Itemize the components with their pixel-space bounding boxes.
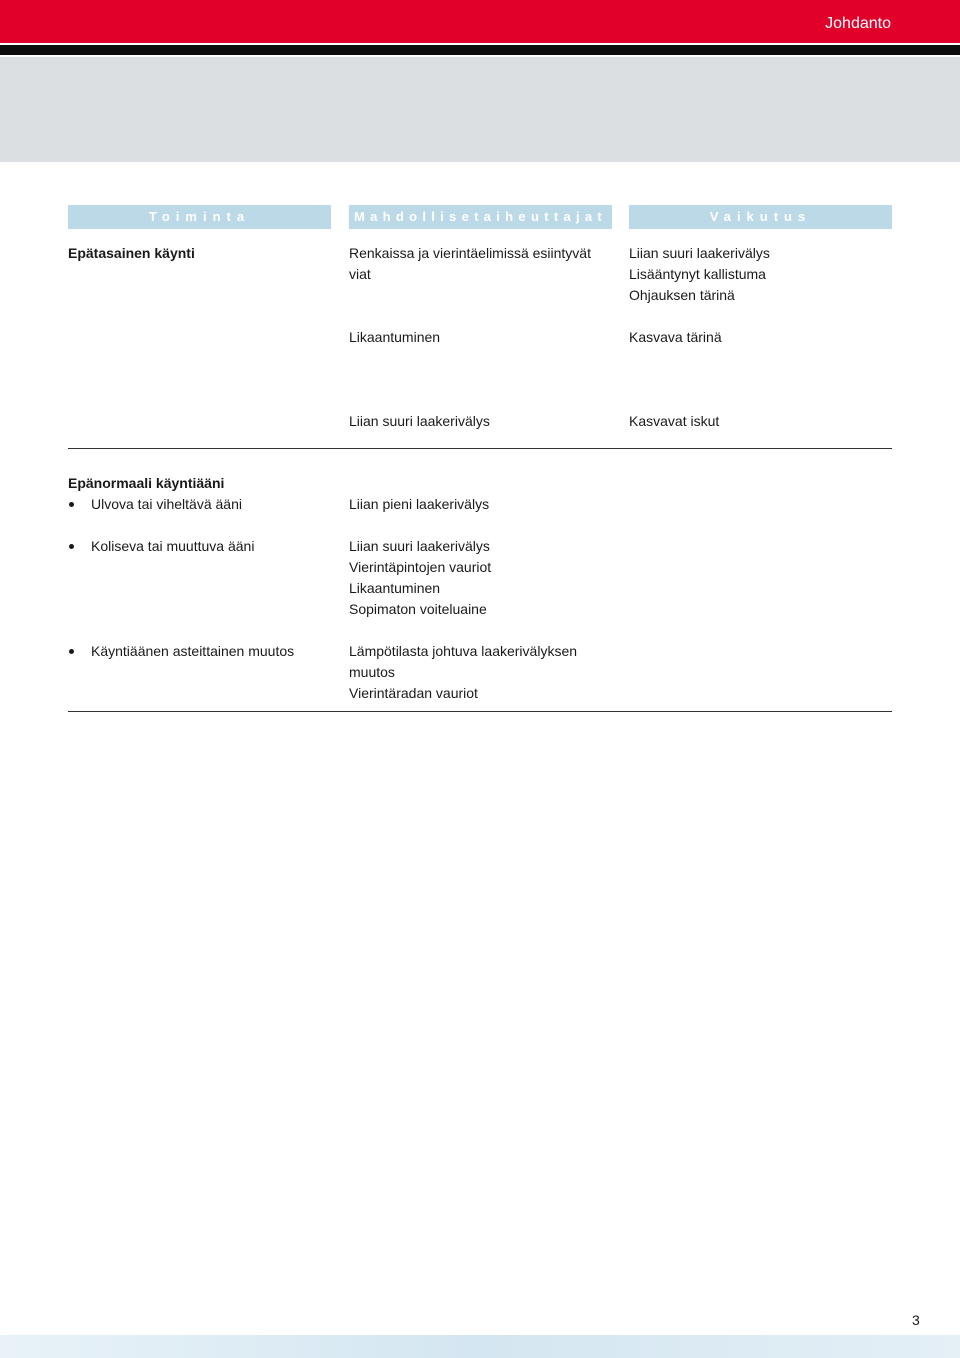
bullet-item <box>68 536 328 557</box>
cause-line: Lämpötilasta johtuva laakerivälyksen <box>349 643 578 659</box>
bullet-dot-icon <box>69 502 74 507</box>
row-divider <box>68 711 892 712</box>
bullet-label: Käyntiäänen asteittainen muutos <box>91 643 295 659</box>
cause-line: Vierintäradan vauriot <box>349 685 478 701</box>
bullet-label: Koliseva tai muuttuva ääni <box>91 538 255 554</box>
header-black-rule <box>0 45 960 55</box>
bullet-label: Ulvova tai viheltävä ääni <box>91 496 242 512</box>
bullet-dot-icon <box>69 544 74 549</box>
column-header-toiminta: Toiminta <box>68 205 331 229</box>
cause-line: Vierintäpintojen vauriot <box>349 559 492 575</box>
section-title: Johdanto <box>825 15 891 32</box>
row1-effect3: Kasvavat iskut <box>629 413 720 429</box>
column-header-aiheuttajat: Mahdollisetaiheuttajat <box>349 205 612 229</box>
row1-cause2: Likaantuminen <box>349 329 441 345</box>
cause-line: Likaantuminen <box>349 580 441 596</box>
cause-line: Liian pieni laakerivälys <box>349 496 490 512</box>
row1-effect2: Kasvava tärinä <box>629 329 722 345</box>
row2-causes-2 <box>349 536 611 620</box>
row1-cause1 <box>349 243 611 285</box>
cause-line: muutos <box>349 664 395 680</box>
header-grey-band <box>0 57 960 162</box>
row2-causes-1 <box>349 494 611 515</box>
cause-line: viat <box>349 266 371 282</box>
row1-cause3: Liian suuri laakerivälys <box>349 413 490 429</box>
footer-band <box>0 1335 960 1358</box>
row1-condition: Epätasainen käynti <box>68 245 195 261</box>
cause-line: Liian suuri laakerivälys <box>349 538 490 554</box>
column-header-vaikutus: Vaikutus <box>629 205 892 229</box>
row1-effect1 <box>629 243 891 306</box>
cause-line: Sopimaton voiteluaine <box>349 601 487 617</box>
effect-line: Liian suuri laakerivälys <box>629 245 770 261</box>
effect-line: Ohjauksen tärinä <box>629 287 735 303</box>
effect-line: Lisääntynyt kallistuma <box>629 266 766 282</box>
page-number: 3 <box>912 1312 920 1328</box>
header-red-bar <box>0 0 960 43</box>
row2-condition: Epänormaali käyntiääni <box>68 475 225 491</box>
bullet-item <box>68 494 328 515</box>
bullet-item <box>68 641 328 662</box>
bullet-dot-icon <box>69 649 74 654</box>
row2-causes-3 <box>349 641 611 704</box>
cause-line: Renkaissa ja vierintäelimissä esiintyvät <box>349 245 591 261</box>
row-divider <box>68 448 892 449</box>
